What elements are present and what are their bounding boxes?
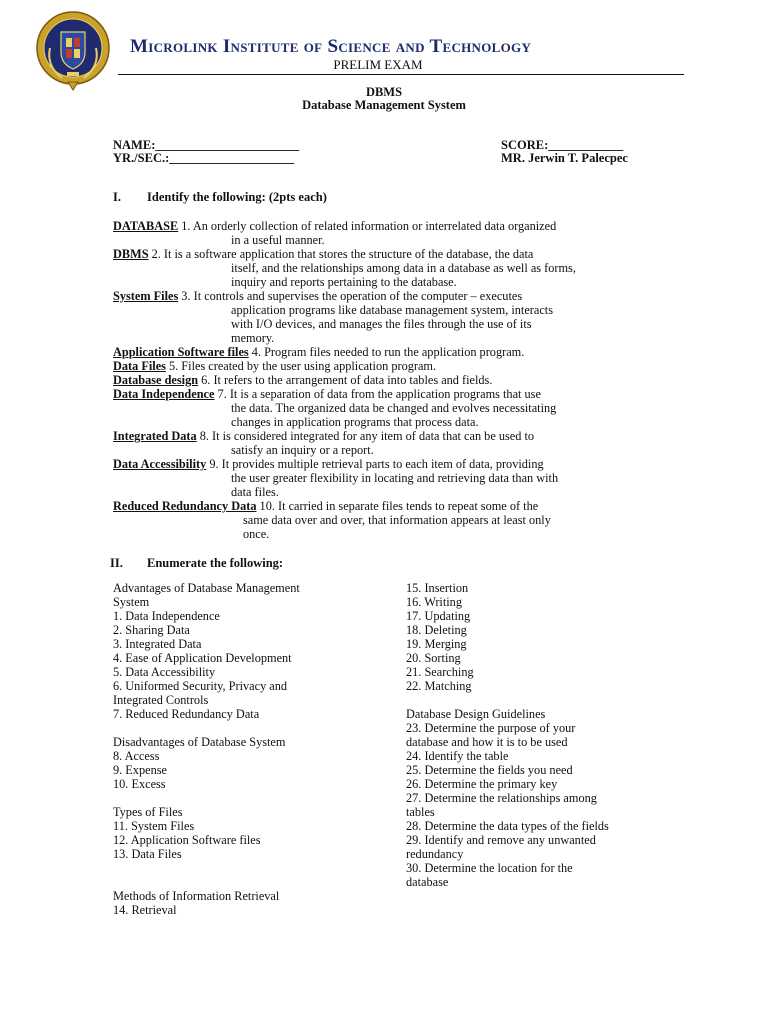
subject-code: DBMS [365, 85, 403, 99]
question-text-cont: the user greater flexibility in locating and retrieving data than with [231, 471, 559, 485]
answer-text: Data Accessibility [113, 457, 207, 471]
enum-line: 13. Data Files [113, 847, 182, 861]
enum-line: 6. Uniformed Security, Privacy and [113, 679, 288, 693]
question-text: 1. An orderly collection of related information or interrelated data organized [178, 219, 557, 233]
enum-line: 18. Deleting [406, 623, 467, 637]
question-text-cont: data files. [231, 485, 279, 499]
enumeration-left-column [113, 581, 393, 917]
question-text: 7. It is a separation of data from the application programs that use [214, 387, 541, 401]
spacer [113, 791, 393, 805]
enum-line: database and how it is to be used [406, 735, 568, 749]
section-2-number: II. [110, 556, 123, 570]
enumeration-right-column [406, 581, 666, 889]
question-text-cont: memory. [231, 331, 275, 345]
question-text: 4. Program files needed to run the application program. [248, 345, 525, 359]
question-text: 6. It refers to the arrangement of data into tables and fields. [198, 373, 493, 387]
header-divider [118, 74, 684, 75]
enum-line: 24. Identify the table [406, 749, 509, 763]
section-2-title: Enumerate the following: [147, 556, 284, 570]
enum-line: 11. System Files [113, 819, 195, 833]
question-6 [113, 373, 655, 387]
question-text-cont: same data over and over, that information appears at least only [243, 513, 551, 527]
question-text-cont: once. [243, 527, 270, 541]
enum-line: 20. Sorting [406, 651, 461, 665]
enum-line: tables [406, 805, 435, 819]
enum-line: Disadvantages of Database System [113, 735, 286, 749]
spacer [406, 693, 666, 707]
question-text-cont: in a useful manner. [231, 233, 325, 247]
enum-line: 2. Sharing Data [113, 623, 190, 637]
question-7 [113, 387, 655, 429]
answer-text: DATABASE [113, 219, 179, 233]
enum-line: 4. Ease of Application Development [113, 651, 292, 665]
question-text: 9. It provides multiple retrieval parts to each item of data, providing [206, 457, 544, 471]
spacer [113, 861, 393, 875]
enum-line: 28. Determine the data types of the fields [406, 819, 609, 833]
answer-text: Reduced Redundancy Data [113, 499, 257, 513]
enum-line: redundancy [406, 847, 464, 861]
instructor-name: MR. Jerwin T. Palecpec [501, 151, 628, 165]
question-text: 3. It controls and supervises the operation of the computer – executes [178, 289, 523, 303]
score-field: SCORE:____________ [501, 138, 624, 152]
question-text: 5. Files created by the user using application program. [165, 359, 437, 373]
question-4 [113, 345, 655, 359]
enum-line: 5. Data Accessibility [113, 665, 216, 679]
enum-line: 12. Application Software files [113, 833, 261, 847]
question-2 [113, 247, 655, 289]
question-text-cont: satisfy an inquiry or a report. [231, 443, 374, 457]
enum-line: 23. Determine the purpose of your [406, 721, 576, 735]
enum-line: 22. Matching [406, 679, 472, 693]
question-10 [113, 499, 655, 541]
enum-line: 10. Excess [113, 777, 166, 791]
question-text: 2. It is a software application that stores the structure of the database, the data [148, 247, 534, 261]
question-text-cont: inquiry and reports pertaining to the database. [231, 275, 457, 289]
enum-line: Integrated Controls [113, 693, 209, 707]
answer-text: System Files [113, 289, 179, 303]
question-1 [113, 219, 655, 247]
question-text: 10. It carried in separate files tends to repeat some of the [256, 499, 539, 513]
enum-line: 7. Reduced Redundancy Data [113, 707, 260, 721]
enum-line: Methods of Information Retrieval [113, 889, 280, 903]
enum-line: 14. Retrieval [113, 903, 177, 917]
section-2-heading [110, 556, 283, 571]
enum-line: 1. Data Independence [113, 609, 220, 623]
section-1-number: I. [113, 190, 121, 204]
yr-sec-field: YR./SEC.:____________________ [113, 151, 295, 165]
name-field: NAME:_______________________ [113, 138, 300, 152]
question-3 [113, 289, 655, 345]
institute-name: Microlink Institute of Science and Technology [130, 36, 532, 57]
question-5 [113, 359, 655, 373]
answer-text: Application Software files [113, 345, 249, 359]
question-text: 8. It is considered integrated for any item of data that can be used to [196, 429, 535, 443]
exam-title: PRELIM EXAM [333, 57, 423, 72]
enum-line: 15. Insertion [406, 581, 469, 595]
enum-line: Database Design Guidelines [406, 707, 546, 721]
question-text-cont: with I/O devices, and manages the files through the use of its [231, 317, 532, 331]
enum-line: 19. Merging [406, 637, 467, 651]
answer-text: Integrated Data [113, 429, 197, 443]
question-8 [113, 429, 655, 457]
enum-line: 21. Searching [406, 665, 474, 679]
enum-line: 30. Determine the location for the [406, 861, 573, 875]
enum-line: Advantages of Database Management [113, 581, 300, 595]
section-1-heading [113, 190, 327, 205]
spacer [113, 721, 393, 735]
question-text-cont: changes in application programs that process data. [231, 415, 479, 429]
enum-line: 3. Integrated Data [113, 637, 202, 651]
answer-text: Data Files [113, 359, 166, 373]
enum-line: 25. Determine the fields you need [406, 763, 573, 777]
enum-line: 8. Access [113, 749, 160, 763]
question-text-cont: the data. The organized data be changed and evolves necessitating [231, 401, 557, 415]
institute-seal-logo [30, 8, 116, 94]
spacer [113, 875, 393, 889]
enum-line: System [113, 595, 150, 609]
enum-line: 29. Identify and remove any unwanted [406, 833, 596, 847]
answer-text: Database design [113, 373, 199, 387]
question-text-cont: application programs like database management system, interacts [231, 303, 554, 317]
answer-text: Data Independence [113, 387, 215, 401]
subject-name: Database Management System [302, 98, 466, 112]
enum-line: 9. Expense [113, 763, 167, 777]
enum-line: database [406, 875, 449, 889]
question-9 [113, 457, 655, 499]
enum-line: 26. Determine the primary key [406, 777, 558, 791]
enum-line: Types of Files [113, 805, 183, 819]
enum-line: 27. Determine the relationships among [406, 791, 597, 805]
answer-text: DBMS [113, 247, 149, 261]
question-text-cont: itself, and the relationships among data in a database as well as forms, [231, 261, 576, 275]
enum-line: 17. Updating [406, 609, 471, 623]
section-1-title: Identify the following: (2pts each) [147, 190, 327, 204]
enum-line: 16. Writing [406, 595, 462, 609]
